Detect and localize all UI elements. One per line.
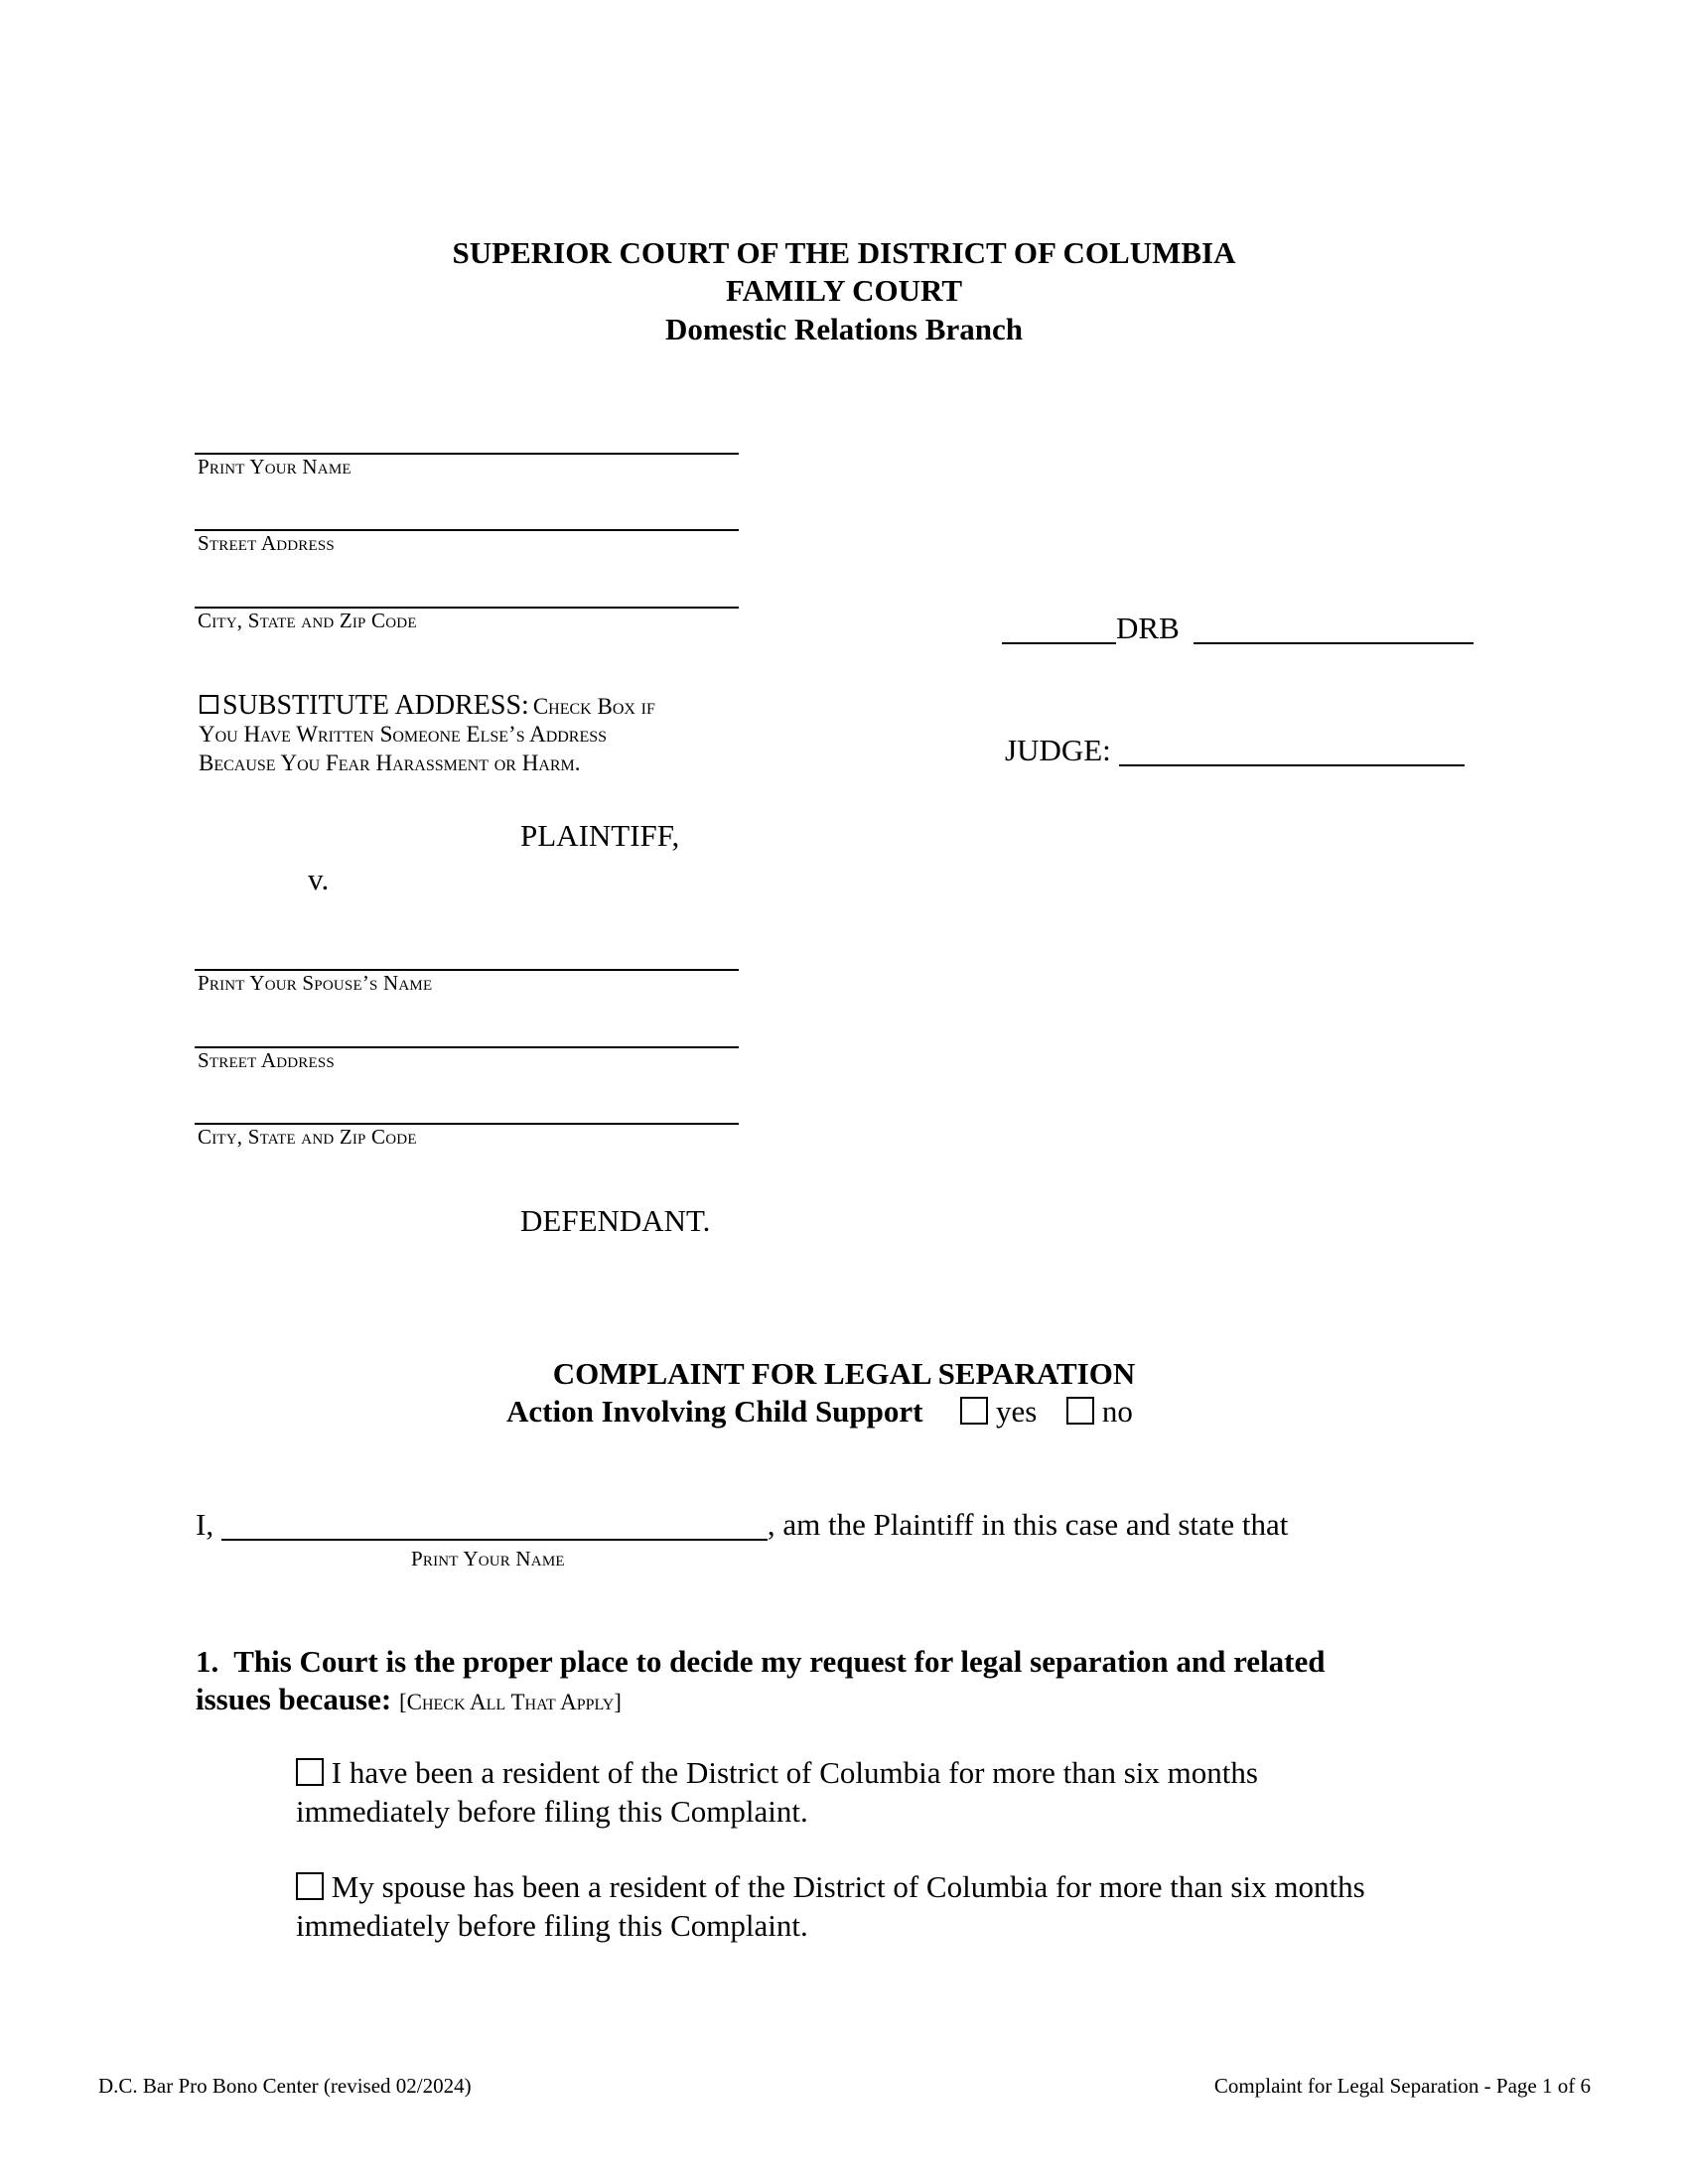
child-support-yes-checkbox[interactable] (960, 1397, 988, 1425)
child-support-no-checkbox[interactable] (1066, 1397, 1094, 1425)
jurisdiction-option-1-line2: immediately before filing this Complaint. (296, 1794, 808, 1829)
drb-prefix-blank[interactable] (1002, 613, 1116, 644)
child-support-no-label: no (1101, 1394, 1133, 1429)
footer-left: D.C. Bar Pro Bono Center (revised 02/2024) (98, 2074, 472, 2098)
plaintiff-statement (196, 1507, 1288, 1543)
defendant-name-label: Print Your Spouse’s Name (198, 971, 433, 995)
drb-number-blank[interactable] (1194, 613, 1474, 644)
versus-text: v. (308, 862, 330, 896)
substitute-address-block (200, 690, 914, 722)
child-support-yes-label: yes (995, 1394, 1038, 1429)
statement-name-label: Print Your Name (411, 1547, 565, 1570)
substitute-address-line2: You Have Written Someone Else’s Address (199, 722, 608, 747)
plaintiff-name-label: Print Your Name (198, 455, 352, 478)
substitute-address-title: SUBSTITUTE ADDRESS: (222, 690, 529, 721)
court-division: FAMILY COURT (725, 273, 963, 308)
child-support-row (506, 1394, 1133, 1430)
plaintiff-role: PLAINTIFF, (520, 818, 680, 853)
section1-instruction: [Check All That Apply] (398, 1690, 622, 1714)
statement-prefix: I, (196, 1507, 214, 1542)
jurisdiction-option-2 (296, 1867, 1365, 1907)
jurisdiction-option-1 (296, 1753, 1258, 1793)
section1-heading-line1 (196, 1644, 1326, 1680)
jurisdiction-option-2-line1: My spouse has been a resident of the District of Columbia for more than six months (331, 1869, 1365, 1904)
child-support-label: Action Involving Child Support (506, 1394, 923, 1429)
plaintiff-city-label: City, State and Zip Code (198, 609, 417, 632)
statement-suffix: , am the Plaintiff in this case and state that (767, 1507, 1289, 1542)
statement-name-blank[interactable] (221, 1509, 768, 1541)
jurisdiction-option-1-line1: I have been a resident of the District of Columbia for more than six months (331, 1755, 1258, 1790)
plaintiff-street-label: Street Address (198, 531, 335, 555)
complaint-title: COMPLAINT FOR LEGAL SEPARATION (552, 1356, 1136, 1391)
substitute-address-line3: Because You Fear Harassment or Harm. (199, 751, 581, 775)
judge-field (1005, 733, 1465, 768)
drb-field (1002, 611, 1474, 646)
footer-right: Complaint for Legal Separation - Page 1 of 6 (1213, 2074, 1591, 2098)
section1-heading-line2 (196, 1682, 622, 1717)
section1-number: 1. (196, 1644, 219, 1679)
judge-label: JUDGE: (1005, 733, 1111, 767)
substitute-address-checkbox[interactable] (200, 695, 218, 714)
jurisdiction-option-2-checkbox[interactable] (296, 1872, 324, 1900)
judge-blank[interactable] (1119, 735, 1465, 766)
section1-heading-text: This Court is the proper place to decide my request for legal separation and related (233, 1644, 1326, 1679)
defendant-street-label: Street Address (198, 1048, 335, 1072)
defendant-city-label: City, State and Zip Code (198, 1125, 417, 1149)
court-branch: Domestic Relations Branch (665, 312, 1023, 346)
jurisdiction-option-1-checkbox[interactable] (296, 1758, 324, 1786)
drb-label: DRB (1116, 611, 1180, 645)
defendant-role: DEFENDANT. (520, 1203, 711, 1238)
substitute-address-line1: Check Box if (532, 694, 655, 719)
section1-heading-cont: issues because: (196, 1682, 392, 1716)
jurisdiction-option-2-line2: immediately before filing this Complaint. (296, 1908, 808, 1943)
court-title: SUPERIOR COURT OF THE DISTRICT OF COLUMBIA (452, 235, 1236, 270)
